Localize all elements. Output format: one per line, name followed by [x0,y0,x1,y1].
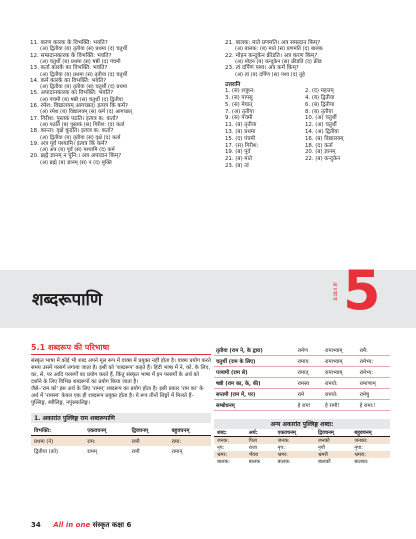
table-header-cell: द्विवचनम् [129,425,169,436]
answer: 2. (द) महत्तम् [305,88,334,95]
question: 15. अपादानकारक का विभक्ति: भवति? [30,90,114,97]
brand-logo: All in one [53,521,91,529]
table-row [31,436,211,447]
answer: 3. (स) पापसु [225,95,253,102]
table-header-cell: एकवचनम् [275,429,315,437]
question-options: (अ) बालक: (ब) माते (स) प्रणमति (द) बालक [235,46,323,53]
answers-title: उत्तरानि [225,81,241,88]
rama-subheading: 1. अकारांत पुल्लिङ्ग राम शब्दरूपाणि [31,413,211,423]
table-cell: रामे [296,389,323,400]
table-cell: बालक [248,458,261,465]
table-row [214,444,390,451]
footer-subject: संस्कृत कक्षा 6 [92,521,132,529]
other-words-title: अन्य अकारांत पुल्लिङ्ग शब्दा: [214,419,390,429]
answer: 20. (ब) ज्ञानम् [305,149,336,156]
table-cell: हे रामा:! [358,400,390,411]
table-cell: भ्रमर: [214,451,246,458]
table-row [214,356,390,367]
table-cell: राम: [84,436,128,447]
table-row [214,458,390,465]
answer: 21. (ब) माते [225,156,252,163]
table-header-cell: बहुवचनम् [351,429,390,437]
table-cell: रामान् [171,449,183,455]
table-row [214,345,390,356]
table-header-cell: द्विवचनम् [315,429,351,437]
answer: 13. (ब) प्रथमा [225,129,256,136]
question-options: (अ) मोहन (ब) कन्दुकेन (स) क्रीडति (द) क्रीड [235,59,322,66]
table-cell: रामौ [129,436,169,447]
chapter-number: 5 [343,259,381,322]
question-options: (अ) ब्रह्मे (ब) ज्ञानम् (स) न (द) मुक्ति [40,159,112,166]
table-cell: सम्बोधनम् [214,400,296,411]
table-header-cell: अर्थ: [246,429,275,437]
table-cell: रामेषु [358,389,390,400]
table-cell: रामै: [358,345,390,356]
answer: 10. (अ) चतुर्थी [305,115,337,122]
question: 13. कर्ता कारके का विभक्ति: भवति? [30,65,108,72]
table-row [214,367,390,378]
table-cell: रामाभ्याम् [323,356,358,367]
table-cell: पञ्चमी (राम से) [214,367,296,378]
answer-row [225,95,395,102]
table-cell: रामेण [296,345,323,356]
table-cell: बालक: [217,458,231,465]
table-cell: बालका: [354,458,369,465]
table-cell: रामा: [169,436,211,447]
table-header [214,429,390,437]
table-cell: नृप: [277,444,285,451]
questions-left [30,40,225,166]
answer-row [225,156,395,163]
table-row [214,389,390,400]
table-header-cell: शब्द: [214,429,246,437]
chapter-label: अध्याय [331,282,338,302]
answer: 17. (स) गिरीश: [225,142,259,149]
question-options: (अ) चतुर्थी (ब) प्रथमा (स) षष्ठी (द) पंचमी [40,59,121,66]
table-cell: सप्तमी (राम में, पर) [214,389,296,400]
table-cell: रामौ [131,449,140,455]
table-cell: नृपा: [354,444,363,451]
table-cell: रामस्य [296,378,323,389]
footer [31,521,131,530]
section-paragraph-1: संस्कृत भाषा में कोई भी शब्द अपने मूल रूप में वाक्य में प्रयुक्त नहीं होता है। वाक्य प्रयोग करते समय उसमें परसर्ग लगाया जाता है। इसी को 'शब्दरूप' कहते हैं। हिंदी भाषा में ने, को, के लिए, का, से, पर आदि परसर्गों का प्रयोग करते हैं, किंतु संस्कृत भाषा में इन परसर्गों के अर्थ को दर्शाने के लिए विभिन्न शब्दरूपों का प्रयोग किया जाता है। [31,358,211,385]
section-rule [31,354,211,355]
table-header-cell: बहुवचनम् [169,425,211,436]
table-cell: बालकौ [318,458,331,465]
question: 12. सम्प्रदानकारक के विभक्ति: भवति? [30,52,112,59]
table-cell: नृपौ [318,444,325,451]
table-row [214,378,390,389]
question: 19. अत्र पूर्वं पश्यामि। इत्यत्र किं कर्म? [30,140,108,147]
table-cell: नृप: [217,444,225,451]
table-cell: भ्रमर: [275,451,315,458]
question: 17. गिरीश: पुस्तकं पठति। इत्यत्र क: कर्ता? [30,115,119,122]
answer: 23. (ब) त्वं [225,163,249,169]
answer-row [225,129,395,136]
page-number: 34 [31,521,41,529]
table-row [214,437,390,445]
rama-forms-table [214,345,390,411]
table-cell: प्रथमा (ने) [31,436,84,447]
table-cell: रामाभ्याम् [323,345,358,356]
table-cell: राजा [248,444,258,451]
question-options: (अ) त्वं (ब) दर्पिण (स) पश्य (द) तुहे [235,71,305,78]
answer: 6. (ब) द्वितीया [305,101,335,108]
table-cell: हे राम! [296,400,323,411]
table-row [31,446,211,456]
table-cell: षष्ठी (राम का, के, की) [214,378,296,389]
answer: 4. (ब) द्वितीया [305,95,335,102]
answer: 9. (स) पंचमी [225,115,253,122]
question-options: (अ) पठति (ब) पुस्तकं (स) गिरीश: (द) कर्ता [40,122,125,129]
answer-row [225,88,395,95]
answer: 1. (स) शत्रुध्न: [225,88,255,95]
question: 20. ब्रह्मे ज्ञानम् न पुनि:। अत्र अपादान किम्? [30,153,122,160]
answer: 15. (द) पंचमी [225,135,256,142]
table-header-cell: विभक्ति: [31,425,84,436]
table-cell: पिता [246,437,275,445]
table-cell: रामयो: [323,378,358,389]
question-options: (अ) द्वितीया (ब) तृतीया (स) प्रथमा (द) चतुर्थी [40,46,128,53]
question-options: (अ) द्वितीया (ब) प्रथमा (स) तृतीया (द) चतुर्थी [40,71,128,78]
table-cell: रामेभ्य: [358,356,390,367]
table-cell: रामयो: [323,389,358,400]
table-cell: भ्रमरौ [315,451,351,458]
table-header [31,425,211,436]
question-options: (अ) रमेश (ब) विद्यालयम् (स) कर्म (द) आगच्छत् [40,109,132,116]
question: 14. कर्म कारके का विभक्ति: भवति? [30,77,107,84]
answer: 19. (ब) पूर्व [225,149,251,156]
question: 16. रमेश: विद्यालयम् आगच्छत्। इत्यत्र कि कर्म? [30,103,129,110]
section-title: 5.1 शब्दरूप की परिभाषा [31,343,110,352]
question: 22. मोहन कन्दुकेन क्रीडति। अत्र करण किम्? [225,52,318,59]
table-cell: बालक: [277,458,291,465]
table-cell: रामम् [87,449,97,455]
answer: 14. (अ) द्वितीया [305,129,339,136]
rama-table [31,425,211,456]
table-cell: तृतीया (राम ने, के द्वारा) [214,345,296,356]
table-row [214,451,390,458]
answer: 8. (ब) तृतीया [305,108,333,115]
table-cell: हे रामौ! [323,400,358,411]
table-header-cell: एकवचनम् [84,425,128,436]
table-cell: रामात् [296,367,323,378]
answer-row [225,122,395,129]
question: 18. कान्ता: वृक्षे कूदति। इत्यत्र क: कर्ता? [30,128,114,135]
answer: 22. (ब) कन्दुकेन [305,156,341,163]
chapter-title: शब्दरूपाणि [32,290,103,310]
table-cell: रामेभ्य: [358,367,390,378]
table-cell: रामाभ्याम् [323,367,358,378]
table-cell: भ्रमरा: [351,451,390,458]
question-options: (अ) द्वितीया (ब) तृतीया (स) चतुर्थी (द) प्रथमा [40,84,128,91]
answer: 18. (द) कर्ता [305,142,333,149]
table-cell: द्वितीया (को) [34,449,59,455]
question-options: (अ) द्वितीया (ब) तृतीया (स) वृक्षे (द) कर्ता [40,134,121,141]
table-cell: जनक: [214,437,246,445]
section-paragraph-2: जैसे–'राम को' इस अर्थ के लिए 'रामम्' शब्दरूप का प्रयोग होता है। इसी प्रकार 'राम का' के अर्थ में 'रामस्य' केवल एक ही शब्दरूप प्रयुक्त होता है। ये रूप तीनों लिङ्गों में मिलते हैं– पुल्लिङ्ग, स्त्रीलिङ्ग, नपुंसकलिङ्ग। [31,386,204,406]
questions-right [225,40,395,170]
table-cell: जनक: [275,437,315,445]
answer-row [225,163,395,170]
table-cell: रामाणाम् [358,378,390,389]
table-cell: जनकौ [315,437,351,445]
table-cell: रामाय [296,356,323,367]
answer-row [225,136,395,143]
other-words-table [214,429,390,465]
question: 23. त्वं दर्पिणं पश्य। अत्र कर्म किम्? [225,65,299,72]
answer-row [225,102,395,109]
question-options: (अ) पंचमी (ब) षष्ठी (स) चतुर्थी (द) द्वितीया [40,96,123,103]
answer: 11. (ब) तृतीया [225,122,257,129]
answer: 16. (ब) विद्यालयम् [305,135,344,142]
answer: 5. (स) मेघात् [225,101,253,108]
answer-row [225,143,395,150]
table-cell: जनका: [351,437,390,445]
question: 11. करण कारक के विभक्ति: भवति? [30,40,108,46]
table-cell: चतुर्थी (राम के लिए) [214,356,296,367]
answer: 12. (अ) चतुर्थी [305,122,337,129]
section-left [31,342,211,456]
question-options: (अ) अत्र (ब) पूर्वं (स) पश्यामि (द) कर्म [40,147,115,154]
answer: 7. (अ) तृतीया [225,108,254,115]
question: 21. बालक: माते प्रणमति। अत्र सम्प्रदान किम्? [225,40,321,46]
table-cell: भँवरा [246,451,275,458]
section-right [214,345,390,465]
table-row [214,400,390,411]
